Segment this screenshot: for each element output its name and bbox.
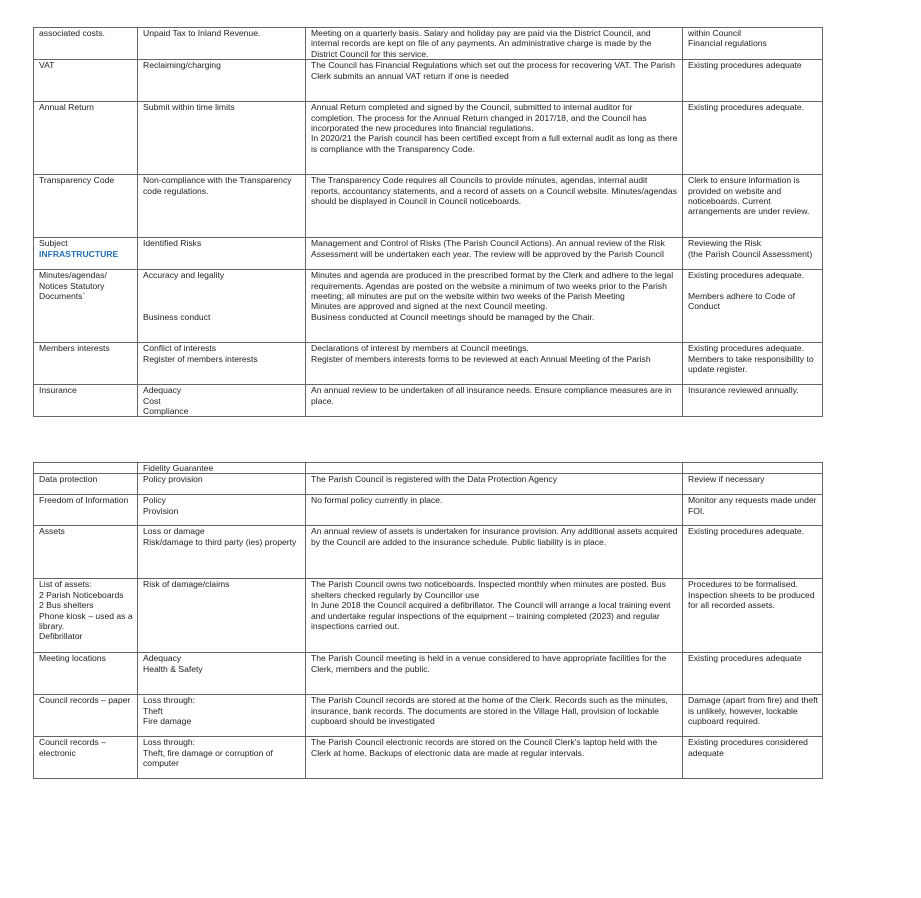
- subject-cell: Council records – paper: [34, 695, 138, 737]
- subject-label: Subject: [39, 238, 68, 249]
- management-cell: The Parish Council electronic records are stored on the Council Clerk’s laptop held with the Clerk at home. Backups of electronic data are made at regular intervals.: [306, 737, 683, 779]
- table-row: [34, 737, 823, 779]
- management-cell: The Parish Council is registered with the Data Protection Agency: [306, 474, 683, 495]
- subject-cell: associated costs.: [34, 28, 138, 60]
- table-row: [34, 270, 823, 343]
- subject-cell: Assets: [34, 526, 138, 579]
- table-row: [34, 695, 823, 737]
- management-cell: Minutes and agenda are produced in the prescribed format by the Clerk and adhere to the legal requirements. Agendas are posted on the website a minimum of two weeks prior to the Parish meeting; all minutes are put on the website within two weeks of the Parish Meeting Minutes are approved and signed at the next Council meeting. Business conducted at Council meetings should be managed by the Chair.: [306, 270, 683, 343]
- review-cell: Reviewing the Risk (the Parish Council Assessment): [683, 238, 823, 270]
- risk-cell: Loss or damage Risk/damage to third party (ies) property: [138, 526, 306, 579]
- table-row: [34, 175, 823, 238]
- management-cell: The Parish Council owns two noticeboards. Inspected monthly when minutes are posted. Bus shelters checked regularly by Councillor use In June 2018 the Council acquired a defibrillator. The Council will arrange a local training event and undertake regular inspections of the equipment – training completed (2023) and regular inspections carried out.: [306, 579, 683, 653]
- risk-cell: Submit within time limits: [138, 102, 306, 175]
- risk-cell: Non-compliance with the Transparency code regulations.: [138, 175, 306, 238]
- subject-cell: Freedom of Information: [34, 495, 138, 526]
- risk-cell: Policy provision: [138, 474, 306, 495]
- review-cell: Monitor any requests made under FOI.: [683, 495, 823, 526]
- review-cell: Existing procedures adequate: [683, 653, 823, 695]
- review-cell: Existing procedures adequate.: [683, 526, 823, 579]
- management-cell: An annual review of assets is undertaken for insurance provision. Any additional assets acquired by the Council are added to the insurance schedule. Public liability is in place.: [306, 526, 683, 579]
- management-cell: [306, 463, 683, 474]
- risk-cell: Unpaid Tax to Inland Revenue.: [138, 28, 306, 60]
- risk-table-2: [33, 462, 823, 779]
- management-cell: The Parish Council meeting is held in a venue considered to have appropriate facilities for the Clerk, members and the public.: [306, 653, 683, 695]
- review-cell: within Council Financial regulations: [683, 28, 823, 60]
- review-cell: Damage (apart from fire) and theft is unlikely, however, lockable cupboard required.: [683, 695, 823, 737]
- review-cell: Review if necessary: [683, 474, 823, 495]
- table-row: [34, 653, 823, 695]
- risk-cell: Adequacy Cost Compliance: [138, 385, 306, 417]
- table-row: [34, 102, 823, 175]
- table-row: [34, 238, 823, 270]
- table-row: [34, 463, 823, 474]
- risk-cell: Loss through: Theft Fire damage: [138, 695, 306, 737]
- management-cell: No formal policy currently in place.: [306, 495, 683, 526]
- subject-cell: List of assets: 2 Parish Noticeboards 2 Bus shelters Phone kiosk – used as a library. Defibrillator: [34, 579, 138, 653]
- management-cell: The Parish Council records are stored at the home of the Clerk. Records such as the minutes, insurance, bank records. The documents are stored in the Village Hall, provision of lockable cupboard should be investigated: [306, 695, 683, 737]
- subject-cell: VAT: [34, 60, 138, 102]
- risk-cell: Fidelity Guarantee: [138, 463, 306, 474]
- review-cell: Clerk to ensure information is provided on website and noticeboards. Current arrangements are under review.: [683, 175, 823, 238]
- management-cell: Annual Return completed and signed by the Council, submitted to internal auditor for completion. The process for the Annual Return changed in 2017/18, and the Council has incorporated the new procedures into financial regulations. In 2020/21 the Parish council has been certified except from a full external audit as long as there is compliance with the Transparency Code.: [306, 102, 683, 175]
- subject-cell: Meeting locations: [34, 653, 138, 695]
- subject-cell: Insurance: [34, 385, 138, 417]
- section-heading-infrastructure: INFRASTRUCTURE: [39, 248, 119, 259]
- review-cell: Existing procedures adequate: [683, 60, 823, 102]
- risk-cell: Risk of damage/claims: [138, 579, 306, 653]
- management-cell: The Transparency Code requires all Councils to provide minutes, agendas, internal audit reports, accountancy statements, and a record of assets on a Council website. Minutes/agendas should be displayed in Council in Council noticeboards.: [306, 175, 683, 238]
- management-cell: Declarations of interest by members at Council meetings. Register of members interests forms to be reviewed at each Annual Meeting of the Parish: [306, 343, 683, 385]
- risk-cell: Loss through: Theft, fire damage or corruption of computer: [138, 737, 306, 779]
- management-cell: Meeting on a quarterly basis. Salary and holiday pay are paid via the District Council, and internal records are kept on file of any payments. An administrative charge is made by the District Council for this service.: [306, 28, 683, 60]
- subject-cell: [34, 463, 138, 474]
- review-cell: Existing procedures considered adequate: [683, 737, 823, 779]
- risk-cell: Identified Risks: [138, 238, 306, 270]
- risk-cell: Conflict of interests Register of members interests: [138, 343, 306, 385]
- table-row: [34, 60, 823, 102]
- risk-cell: Adequacy Health & Safety: [138, 653, 306, 695]
- subject-cell: Council records – electronic: [34, 737, 138, 779]
- review-cell: Existing procedures adequate. Members to take responsibility to update register.: [683, 343, 823, 385]
- table-row: [34, 28, 823, 60]
- subject-cell: Minutes/agendas/ Notices Statutory Documents`: [34, 270, 138, 343]
- subject-cell: Data protection: [34, 474, 138, 495]
- table-row: [34, 474, 823, 495]
- management-cell: Management and Control of Risks (The Parish Council Actions). An annual review of the Risk Assessment will be undertaken each year. The review will be approved by the Parish Council: [306, 238, 683, 270]
- table-row: [34, 526, 823, 579]
- management-cell: The Council has Financial Regulations which set out the process for recovering VAT. The Parish Clerk submits an annual VAT return if one is needed: [306, 60, 683, 102]
- table-row: [34, 495, 823, 526]
- table-row: [34, 385, 823, 417]
- review-cell: Existing procedures adequate.: [683, 102, 823, 175]
- risk-cell: Policy Provision: [138, 495, 306, 526]
- table-row: [34, 579, 823, 653]
- review-cell: Existing procedures adequate. Members adhere to Code of Conduct: [683, 270, 823, 343]
- risk-cell: Accuracy and legality Business conduct: [138, 270, 306, 343]
- management-cell: An annual review to be undertaken of all insurance needs. Ensure compliance measures are in place.: [306, 385, 683, 417]
- review-cell: Insurance reviewed annually.: [683, 385, 823, 417]
- subject-cell: [34, 238, 138, 270]
- risk-table-1: [33, 27, 823, 417]
- subject-cell: Transparency Code: [34, 175, 138, 238]
- review-cell: Procedures to be formalised. Inspection sheets to be produced for all recorded assets.: [683, 579, 823, 653]
- subject-cell: Members interests: [34, 343, 138, 385]
- review-cell: [683, 463, 823, 474]
- table-row: [34, 343, 823, 385]
- subject-cell: Annual Return: [34, 102, 138, 175]
- risk-cell: Reclaiming/charging: [138, 60, 306, 102]
